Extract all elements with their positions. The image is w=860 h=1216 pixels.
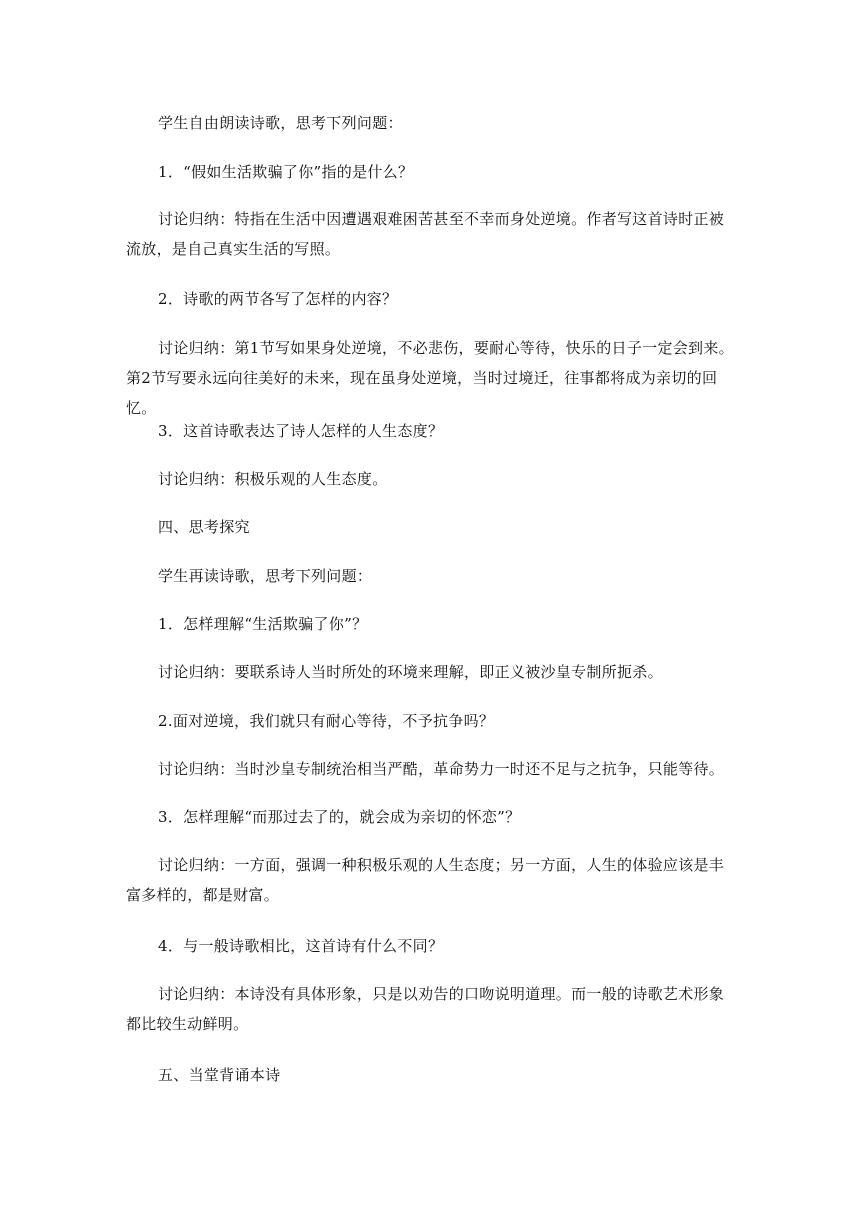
question-7: 4．与一般诗歌相比，这首诗有什么不同？ — [158, 937, 444, 955]
section-heading-5: 五、当堂背诵本诗 — [158, 1066, 281, 1084]
question-5: 2.面对逆境，我们就只有耐心等待，不予抗争吗？ — [158, 712, 495, 730]
answer-7: 讨论归纳：本诗没有具体形象，只是以劝告的口吻说明道理。而一般的诗歌艺术形象都比较生动鲜明。 — [126, 985, 725, 1033]
question-2: 2．诗歌的两节各写了怎样的内容？ — [158, 290, 398, 308]
paragraph-intro-1: 学生自由朗读诗歌，思考下列问题： — [158, 114, 403, 132]
answer-1: 讨论归纳：特指在生活中因遭遇艰难困苦甚至不幸而身处逆境。作者写这首诗时正被流放，是自己真实生活的写照。 — [126, 210, 725, 258]
question-4: 1．怎样理解“生活欺骗了你”？ — [158, 615, 368, 633]
question-6: 3．怎样理解“而那过去了的，就会成为亲切的怀恋”？ — [158, 808, 521, 826]
question-3: 3．这首诗歌表达了诗人怎样的人生态度？ — [158, 422, 444, 440]
answer-6: 讨论归纳：一方面，强调一种积极乐观的人生态度；另一方面，人生的体验应该是丰富多样的，都是财富。 — [126, 856, 725, 904]
answer-3: 讨论归纳：积极乐观的人生态度。 — [158, 470, 388, 488]
answer-4: 讨论归纳：要联系诗人当时所处的环境来理解，即正义被沙皇专制所扼杀。 — [158, 663, 663, 681]
question-1: 1．“假如生活欺骗了你”指的是什么？ — [158, 163, 414, 181]
answer-5: 讨论归纳：当时沙皇专制统治相当严酷，革命势力一时还不足与之抗争，只能等待。 — [158, 760, 725, 778]
section-heading-4: 四、思考探究 — [158, 518, 250, 536]
paragraph-intro-2: 学生再读诗歌，思考下列问题： — [158, 567, 373, 585]
answer-2: 讨论归纳：第1节写如果身处逆境，不必悲伤，要耐心等待，快乐的日子一定会到来。第2节写要永远向往美好的未来，现在虽身处逆境，当时过境迁，往事都将成为亲切的回忆。 — [126, 339, 734, 417]
